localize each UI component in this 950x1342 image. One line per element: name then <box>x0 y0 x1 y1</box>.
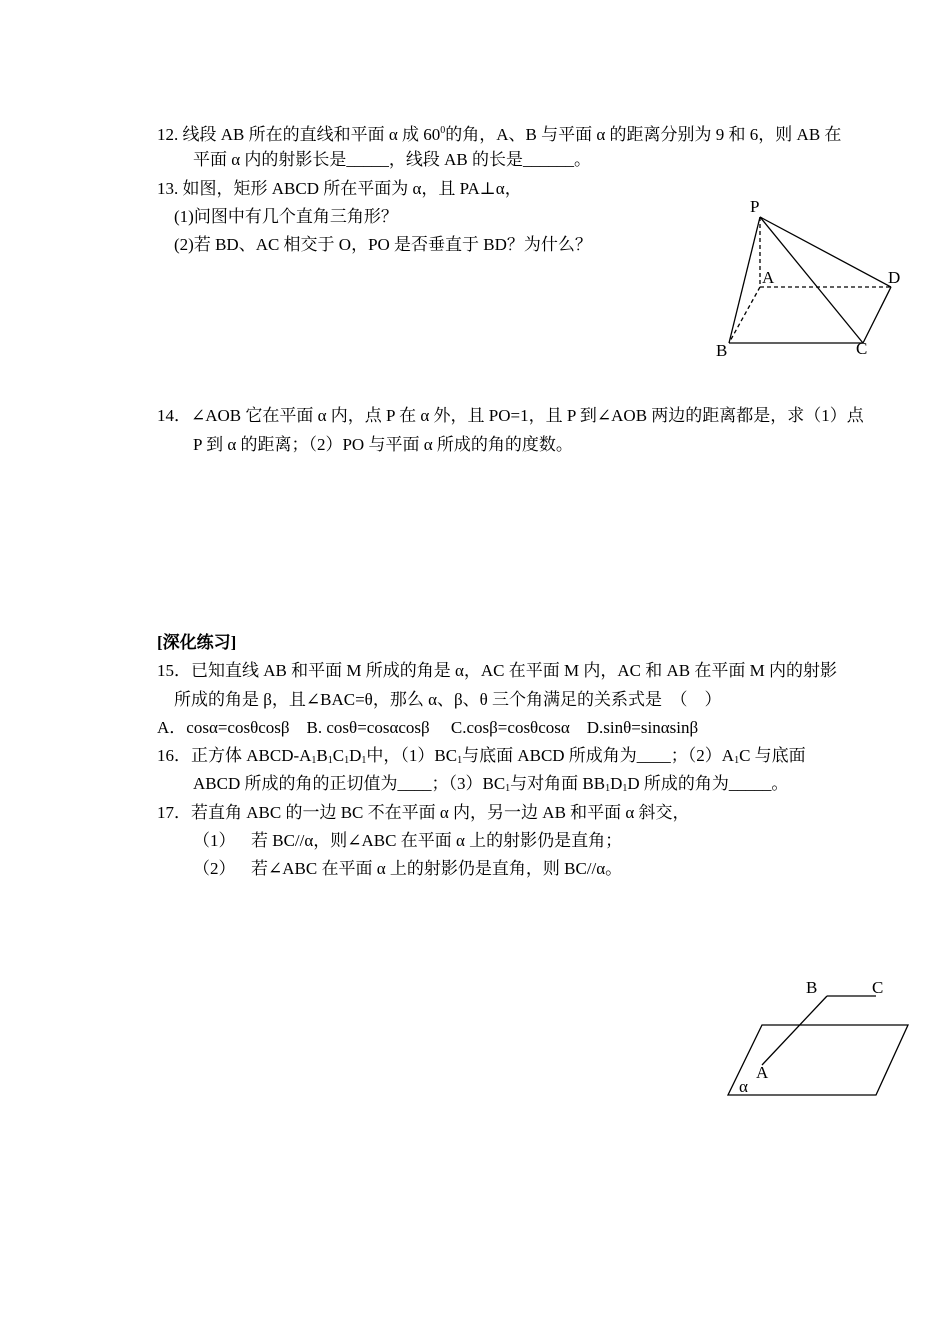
section-title: [深化练习] <box>157 633 237 652</box>
label-b: B <box>806 978 818 997</box>
q16-t: 与底面 ABCD 所成角为____；（2）A <box>462 746 735 765</box>
subscript: 1 <box>605 783 611 794</box>
label-b: B <box>716 341 728 360</box>
q16-t: D <box>349 746 362 765</box>
subscript: 1 <box>622 783 628 794</box>
subscript: 1 <box>344 755 350 766</box>
q16-t: B <box>316 746 328 765</box>
q16-t: C <box>332 746 345 765</box>
q17-part-2-number: （2） <box>193 859 236 878</box>
label-c: C <box>856 339 868 358</box>
q15-line-2: 所成的角是 β，且∠BAC=θ，那么 α、β、θ 三个角满足的关系式是 （ ） <box>174 690 722 709</box>
label-c: C <box>872 978 884 997</box>
q17-part-2: 若∠ABC 在平面 α 上的射影仍是直角，则 BC//α。 <box>251 859 623 878</box>
subscript: 1 <box>311 755 317 766</box>
label-p: P <box>750 197 760 216</box>
subscript: 1 <box>734 755 740 766</box>
q17-stem: 17．若直角 ABC 的一边 BC 不在平面 α 内，另一边 AB 和平面 α 斜交， <box>157 803 690 822</box>
q16-t: D <box>610 774 623 793</box>
subscript: 1 <box>505 783 511 794</box>
subscript: 1 <box>361 755 367 766</box>
subscript: 1 <box>457 755 463 766</box>
q15-line-1: 15．已知直线 AB 和平面 M 所成的角是 α，AC 在平面 M 内，AC 和 AB 在平面 M 内的射影 <box>157 661 837 680</box>
q16-t: ABCD 所成的角的正切值为____；（3）BC <box>193 774 506 793</box>
degree-superscript: 0 <box>440 125 446 136</box>
q13-stem: 13. 如图，矩形 ABCD 所在平面为 α，且 PA⊥α， <box>157 179 522 198</box>
q12-line-2: 平面 α 内的射影长是_____，线段 AB 的长是______。 <box>193 150 592 169</box>
q16-t: 中，（1）BC <box>366 746 458 765</box>
q17-part-1-number: （1） <box>193 831 236 850</box>
q16-t: C 与底面 <box>739 746 806 765</box>
q16-t: 16．正方体 ABCD-A <box>157 746 312 765</box>
label-a: A <box>762 268 775 287</box>
label-a: A <box>756 1063 769 1082</box>
subscript: 1 <box>327 755 333 766</box>
q15-options: A．cosα=cosθcosβ B. cosθ=cosαcosβ C.cosβ=cosθcosα D.sinθ=sinαsinβ <box>157 718 699 737</box>
q16-t: 与对角面 BB <box>510 774 606 793</box>
plane-alpha <box>728 1025 908 1095</box>
q13-part-1: (1)问图中有几个直角三角形？ <box>174 207 398 226</box>
label-alpha: α <box>739 1077 748 1096</box>
q12-text-b: 的角，A、B 与平面 α 的距离分别为 9 和 6，则 AB 在 <box>445 125 842 144</box>
q17-part-1: 若 BC//α，则∠ABC 在平面 α 上的射影仍是直角； <box>251 831 623 850</box>
q12-text-a: 12. 线段 AB 所在的直线和平面 α 成 60 <box>157 125 441 144</box>
q13-part-2: (2)若 BD、AC 相交于 O，PO 是否垂直于 BD？为什么？ <box>174 235 592 254</box>
q14-line-1: 14．∠AOB 它在平面 α 内，点 P 在 α 外，且 PO=1，且 P 到∠AOB 两边的距离都是，求（1）点 <box>157 406 864 425</box>
q16-t: D 所成的角为_____。 <box>627 774 789 793</box>
label-d: D <box>888 268 901 287</box>
q14-line-2: P 到 α 的距离；（2）PO 与平面 α 所成的角的度数。 <box>193 435 573 454</box>
segment-ab <box>762 996 827 1065</box>
